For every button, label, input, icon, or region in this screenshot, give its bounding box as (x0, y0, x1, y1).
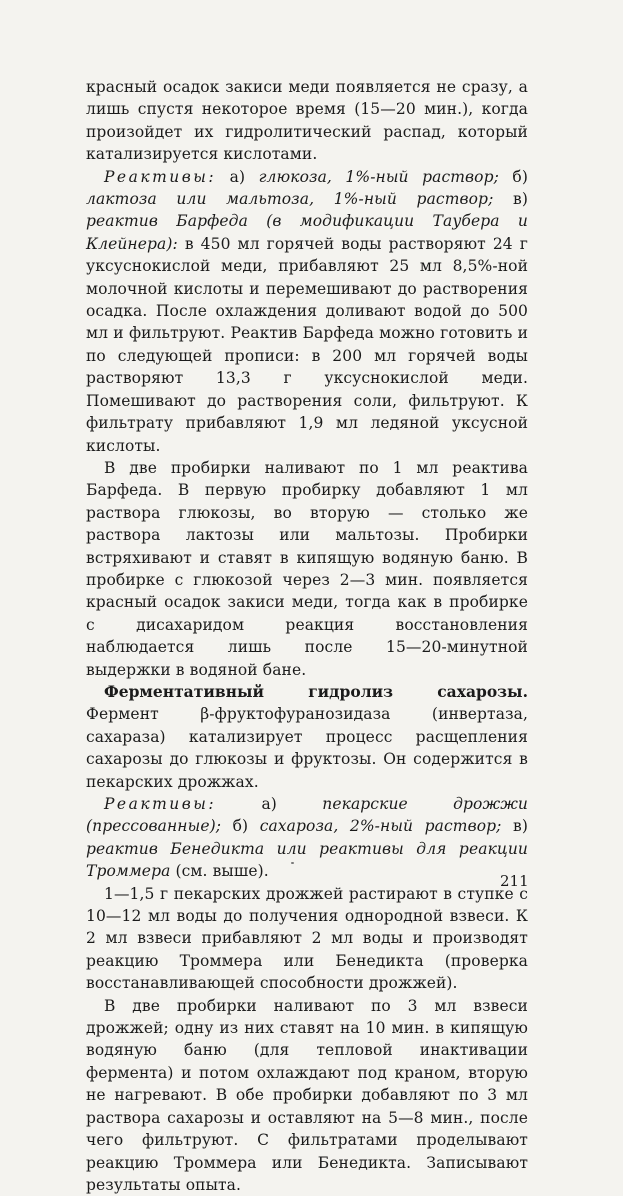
paragraph-sucrose-reagents (86, 793, 528, 883)
item-marker-b: б) (221, 817, 260, 836)
reagents-label: Реактивы: (104, 795, 217, 813)
reagent-barfoed: реактив Барфеда (в модификации Таубера и Клейнера): (86, 212, 528, 253)
paragraph-text: Фермент β-фруктофуранозидаза (инвертаза, сахараза) катализирует процесс расщепления сахарозы до глюкозы и фруктозы. Он содержится в пекарских дрожжах. (86, 705, 528, 791)
paragraph-copper-oxide-continuation (86, 76, 528, 166)
item-marker-c: в) (493, 190, 528, 209)
page-number: 211 (500, 872, 529, 890)
paragraph-barfoed-procedure (86, 457, 528, 681)
reagent-glucose: глюкоза, 1%-ный раствор; (258, 167, 499, 186)
print-speck (291, 862, 294, 864)
barfoed-preparation-text: в 450 мл горячей воды растворяют 24 г уксуснокислой меди, прибавляют 25 мл 8,5%-ной молочной кислоты и перемешивают до растворения осадка. После охлаждения доливают водой до 500 мл и фильтруют. Реактив Барфеда можно готовить и по следующей прописи: в 200 мл горячей воды растворяют 13,3 г уксуснокислой меди. Помешивают до растворения соли, фильтруют. К фильтрату прибавляют 1,9 мл ледяной уксусной кислоты. (86, 234, 528, 455)
reagents-label: Реактивы: (104, 167, 217, 186)
page-body-text (86, 76, 528, 1196)
reference-text: (см. выше). (170, 862, 269, 881)
paragraph-sucrose-procedure (86, 995, 528, 1196)
paragraph-text: В две пробирки наливают по 3 мл взвеси дрожжей; одну из них ставят на 10 мин. в кипящую водяную баню (для тепловой инактивации фермента) и потом охлаждают под краном, вторую не нагревают. В обе пробирки добавляют по 3 мл раствора сахарозы и оставляют на 5—8 мин., после чего фильтруют. С фильтратами проделывают реакцию Троммера или Бенедикта. Записывают результаты опыта. (86, 996, 528, 1194)
paragraph-yeast-suspension (86, 883, 528, 995)
paragraph-barfoed-reagents (86, 166, 528, 457)
reagent-benedict-trommer: реактив Бенедикта или реактивы для реакции Троммера (86, 839, 528, 881)
reagent-yeast: пекарские дрожжи (прессованные); (86, 795, 528, 836)
item-marker-a: а) (216, 167, 259, 186)
reagent-sucrose: сахароза, 2%-ный раствор; (259, 817, 502, 836)
paragraph-text: красный осадок закиси меди появляется не сразу, а лишь спустя некоторое время (15—20 мин.), когда произойдет их гидролитический распад, который катализируется кислотами. (86, 78, 528, 164)
paragraph-text: В две пробирки наливают по 1 мл реактива Барфеда. В первую пробирку добавляют 1 мл раствора глюкозы, во вторую — столько же раствора лактозы или мальтозы. Пробирки встряхивают и ставят в кипящую водяную баню. В пробирке с глюкозой через 2—3 мин. появляется красный осадок закиси меди, тогда как в пробирке с дисахаридом реакция восстановления наблюдается лишь после 15—20-минутной выдержки в водяной бане. (86, 458, 528, 679)
paragraph-text: 1—1,5 г пекарских дрожжей растирают в ступке с 10—12 мл воды до получения однородной взвеси. К 2 мл взвеси прибавляют 2 мл воды и производят реакцию Троммера или Бенедикта (проверка восстанавливающей способности дрожжей). (86, 884, 528, 993)
item-marker-b: б) (498, 167, 528, 186)
item-marker-c: в) (501, 817, 528, 836)
paragraph-sucrose-hydrolysis (86, 681, 528, 793)
reagent-lactose-maltose: лактоза или мальтоза, 1%-ный раствор; (86, 190, 494, 209)
item-marker-a: а) (216, 795, 323, 813)
section-heading: Ферментативный гидролиз сахарозы. (104, 681, 528, 701)
